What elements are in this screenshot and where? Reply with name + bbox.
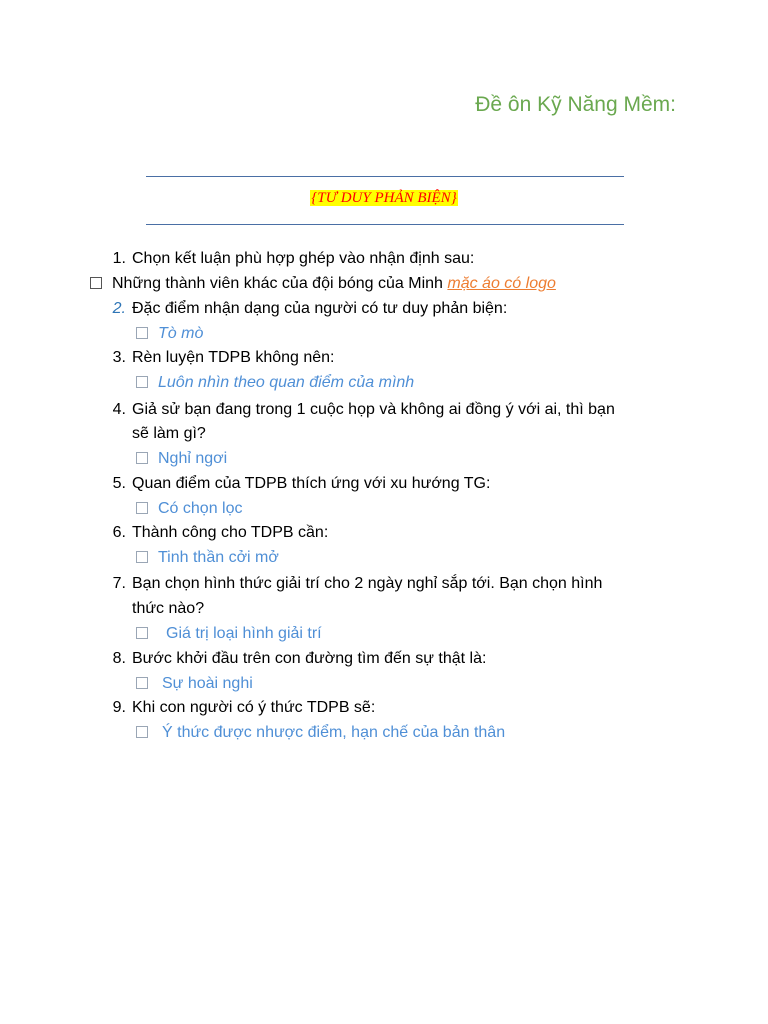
checkbox-icon: [136, 376, 148, 388]
checkbox-icon: [136, 726, 148, 738]
question-text: Đặc điểm nhận dạng của người có tư duy phản biện:: [132, 300, 508, 317]
question-number: 7.: [112, 575, 126, 592]
question-text: Rèn luyện TDPB không nên:: [132, 349, 335, 366]
section-heading: [0, 190, 768, 207]
answer-text: Ý thức được nhược điểm, hạn chế của bản thân: [162, 724, 506, 741]
question-5: [102, 474, 490, 494]
answer-8: [136, 674, 253, 694]
checkbox-icon: [136, 452, 148, 464]
question-number: 1.: [112, 250, 126, 267]
question-number: 8.: [112, 650, 126, 667]
section-heading-text: {TƯ DUY PHẢN BIỆN}: [311, 190, 457, 206]
answer-text: Luôn nhìn theo quan điểm của mình: [158, 374, 415, 391]
answer-text: Sự hoài nghi: [162, 675, 253, 692]
question-9: [102, 698, 375, 718]
statement-highlight: mặc áo có logo: [447, 275, 556, 292]
top-divider: [146, 176, 624, 177]
question-6: [102, 523, 328, 543]
question-text: Bạn chọn hình thức giải trí cho 2 ngày nghỉ sắp tới. Bạn chọn hình: [132, 575, 603, 592]
checkbox-icon: [90, 277, 102, 289]
checkbox-icon: [136, 627, 148, 639]
question-8: [102, 649, 486, 669]
question-number: 4.: [112, 401, 126, 418]
checkbox-icon: [136, 502, 148, 514]
answer-6: [136, 548, 279, 568]
question-number: 6.: [112, 524, 126, 541]
question-7: [102, 574, 602, 594]
question-4-continued: sẽ làm gì?: [132, 425, 206, 442]
question-1: [102, 249, 474, 269]
question-text: Thành công cho TDPB cần:: [132, 524, 329, 541]
checkbox-icon: [136, 677, 148, 689]
bottom-divider: [146, 224, 624, 225]
answer-text: Tò mò: [158, 325, 204, 342]
checkbox-icon: [136, 551, 148, 563]
question-3: [102, 348, 335, 368]
answer-text: Tinh thần cởi mở: [158, 549, 279, 566]
question-4: [102, 400, 615, 420]
question-text: Giả sử bạn đang trong 1 cuộc họp và không ai đồng ý với ai, thì bạn: [132, 401, 615, 418]
answer-9: [136, 723, 505, 743]
question-text: Khi con người có ý thức TDPB sẽ:: [132, 699, 376, 716]
answer-3: [136, 373, 414, 393]
answer-5: [136, 499, 243, 519]
checkbox-icon: [136, 327, 148, 339]
question-1-statement: [90, 274, 556, 294]
question-7-continued: thức nào?: [132, 600, 205, 617]
question-2: [102, 299, 507, 319]
answer-text: Giá trị loại hình giải trí: [166, 625, 322, 642]
answer-text: Nghỉ ngơi: [158, 450, 228, 467]
answer-7: [136, 624, 322, 644]
question-number: 9.: [112, 699, 126, 716]
document-title: Đề ôn Kỹ Năng Mềm:: [475, 93, 676, 116]
question-number: 2.: [112, 300, 126, 317]
answer-2: [136, 324, 203, 344]
question-number: 3.: [112, 349, 126, 366]
answer-text: Có chọn lọc: [158, 500, 243, 517]
question-number: 5.: [112, 475, 126, 492]
statement-text: Những thành viên khác của đội bóng của Minh: [112, 275, 448, 292]
question-text: Quan điểm của TDPB thích ứng với xu hướng TG:: [132, 475, 491, 492]
question-text: Chọn kết luận phù hợp ghép vào nhận định sau:: [132, 250, 475, 267]
question-text: Bước khởi đầu trên con đường tìm đến sự thật là:: [132, 650, 487, 667]
answer-4: [136, 449, 227, 469]
